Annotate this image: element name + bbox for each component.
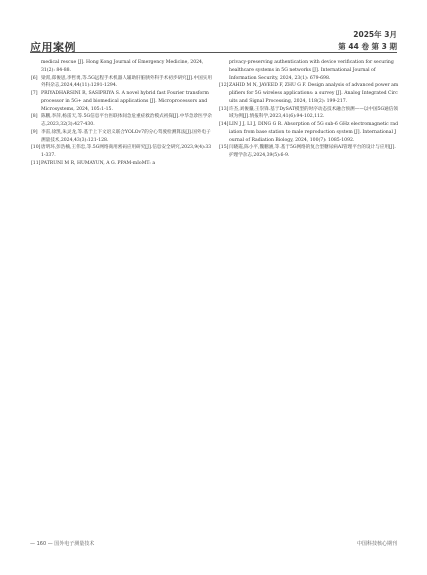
reference-number: [8]	[31, 114, 38, 120]
header-rule	[30, 52, 397, 53]
references-left-column	[31, 59, 213, 168]
reference-number: [15]	[219, 145, 229, 151]
reference-text: LIN J J, LI J, DING G R. Absorption of 5G sub-6 GHz electromagnetic radiation from base station to male reproduction system [J]. International Journal of Radiation Biology, 2024, 100(7): 1085-1092.	[229, 122, 399, 143]
reference-item	[219, 144, 399, 160]
reference-item	[219, 121, 399, 144]
reference-number: [13]	[219, 106, 229, 112]
reference-item	[31, 90, 213, 113]
footer-page-journal: — 160 — 国外电子测量技术	[30, 541, 95, 547]
reference-number: [9]	[31, 129, 38, 135]
footer-core-journal: 中国科技核心期刊	[356, 541, 397, 547]
reference-text: 梁霄,郑俊思,李哲勇,等.5G远程手术机器人辅助肝脏胰外科手术初步研究[J].中国实用外科杂志,2024,44(11):1291-1294.	[41, 75, 212, 89]
reference-text: 唐明环,彭浩楠,王伟忠,等.5G网络商用密码应用研究[J].信息安全研究,2023,9(4):331-337.	[41, 145, 212, 158]
section-title: 应用案例	[30, 41, 76, 54]
reference-item	[31, 113, 213, 129]
reference-item	[31, 144, 213, 160]
reference-number: [11]	[31, 160, 41, 166]
reference-continuation: medical rescue [J]. Hong Kong Journal of Emergency Medicine, 2024, 31(2): 84-88.	[41, 60, 204, 73]
reference-continuation: privacy-preserving authentication with device verification for securing healthcare systems in 5G networks [J]. International Journal of Information Security, 2024, 23(1): 679-698.	[229, 60, 394, 81]
reference-text: 李雷,徐凯,朱灵龙,等.基于上下文语义联合YOLOv7的分心驾驶检测算法[J].国外电子测量技术,2024,43(3):121-128.	[41, 129, 211, 143]
reference-number: [10]	[31, 145, 41, 151]
reference-text: PRIYADHARSINI R, SASIPRIYA S. A novel hybrid fast Fourier transform processor in 5G+ and biomedical applications [J]. Microprocessors and Microsystems, 2024, 105:1-15.	[41, 91, 209, 112]
issue-volume: 第 44 卷 第 3 期	[338, 42, 397, 51]
reference-item	[219, 106, 399, 122]
reference-item	[31, 129, 213, 145]
reference-number: [7]	[31, 91, 38, 96]
reference-text: 陈鹏,李萍,杨雷天,等.5G信息平台医联体间急危重症救治模式初探[J].中华急诊医学杂志,2023,32(3):427-430.	[41, 114, 212, 127]
reference-text: ZAHID M N, JAVEED F, ZHU G F. Design analysis of advanced power amplifiers for 5G wireless applications: a survey [J]. Analog Integrated Circuits and Signal Processing, 2024, 118(2): 199-217.	[229, 83, 399, 104]
reference-text: PATRUNI M R, HUMAYUN, A G. PPAM-mIoMT: a	[41, 160, 156, 166]
reference-number: [12]	[219, 83, 229, 89]
reference-item	[31, 75, 213, 91]
reference-number: [6]	[31, 75, 38, 81]
reference-text: 许杰,刘俊骧,王崇锋.基于DySAT模型的时序动态技术融合预测——以中国5G通信领域为例[J].情报科学,2023,41(6):94-102,112.	[229, 106, 398, 120]
references-right-column	[219, 59, 399, 160]
reference-text: 闫晓霞,陈小平,魏鹏涵,等.基于5G网络的复合型糖尿病AI管理平台的设计与应用[J].护理学杂志,2024,39(5):6-9.	[229, 145, 396, 158]
issue-date: 2025年 3月	[353, 30, 397, 39]
reference-item	[31, 160, 213, 168]
reference-number: [14]	[219, 122, 229, 127]
reference-item	[219, 82, 399, 105]
